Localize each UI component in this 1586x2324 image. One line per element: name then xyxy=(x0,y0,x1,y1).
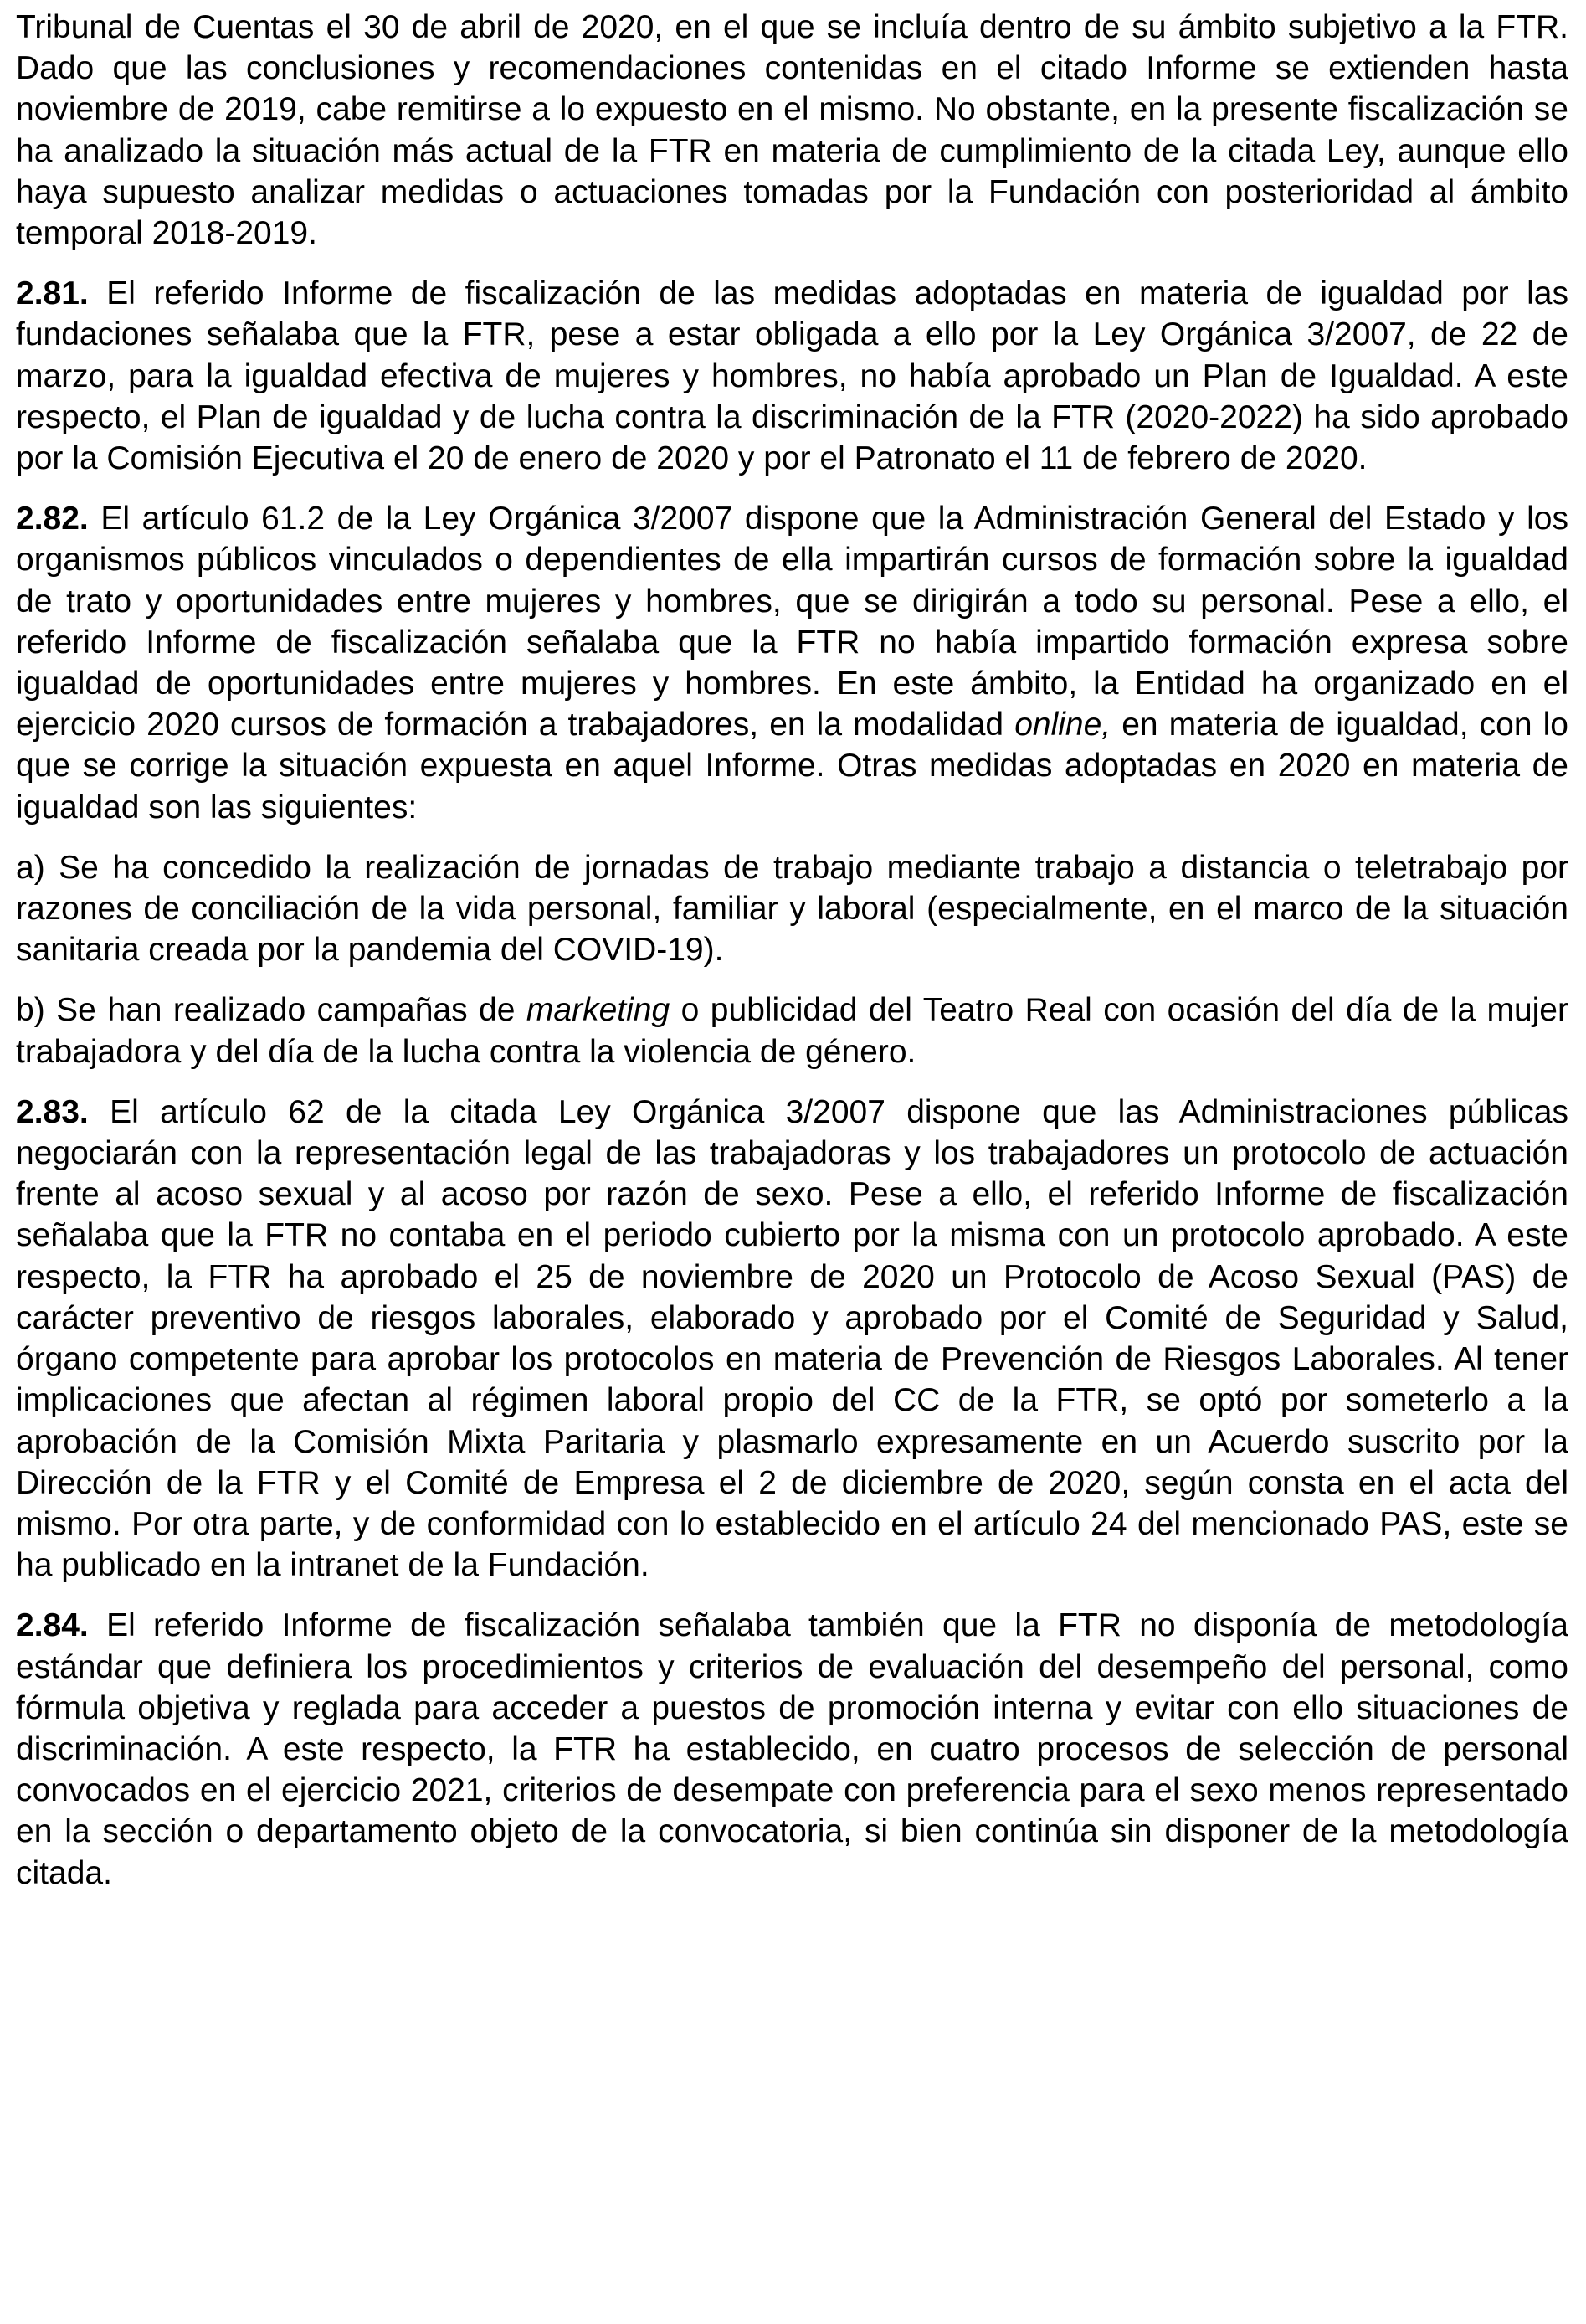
paragraph-text: El artículo 61.2 de la Ley Orgánica 3/2007 dispone que la Administración General del Estado y los organismos públicos vinculados o dependientes de ella impartirán cursos de formación sobre la igualdad de trato y oportunidades entre mujeres y hombres, que se dirigirán a todo su personal. Pese a ello, el referido Informe de fiscalización señalaba que la FTR no había impartido formación expresa sobre igualdad de oportunidades entre mujeres y hombres. En este ámbito, la Entidad ha organizado en el ejercicio 2020 cursos de formación a trabajadores, en la modalidad xyxy=(16,501,1568,743)
document-page xyxy=(16,7,1568,1894)
paragraph-number: 2.81. xyxy=(16,275,89,312)
list-item-a xyxy=(16,847,1568,971)
paragraph-2-81 xyxy=(16,273,1568,479)
paragraph-text-continued: en materia de igualdad, con lo que se corrige la situación expuesta en aquel Informe. Otras medidas adoptadas en 2020 en materia de igualdad son las siguientes: xyxy=(16,707,1568,825)
list-item-text: a) Se ha concedido la realización de jornadas de trabajo mediante trabajo a distancia o teletrabajo por razones de conciliación de la vida personal, familiar y laboral (especialmente, en el marco de la situación sanitaria creada por la pandemia del COVID-19). xyxy=(16,849,1568,969)
list-item-b xyxy=(16,990,1568,1072)
paragraph-number: 2.82. xyxy=(16,501,89,537)
paragraph-number: 2.84. xyxy=(16,1607,89,1644)
paragraph-text: El referido Informe de fiscalización señalaba también que la FTR no disponía de metodología estándar que definiera los procedimientos y criterios de evaluación del desempeño del personal, como fórmula objetiva y reglada para acceder a puestos de promoción interna y evitar con ello situaciones de discriminación. A este respecto, la FTR ha establecido, en cuatro procesos de selección de personal convocados en el ejercicio 2021, criterios de desempate con preferencia para el sexo menos representado en la sección o departamento objeto de la convocatoria, si bien continúa sin disponer de la metodología citada. xyxy=(16,1607,1568,1891)
list-item-text: b) Se han realizado campañas de xyxy=(16,992,516,1029)
paragraph-text: Tribunal de Cuentas el 30 de abril de 2020, en el que se incluía dentro de su ámbito subjetivo a la FTR. Dado que las conclusiones y recomendaciones contenidas en el citado Informe se extienden hasta noviembre de 2019, cabe remitirse a lo expuesto en el mismo. No obstante, en la presente fiscalización se ha analizado la situación más actual de la FTR en materia de cumplimiento de la citada Ley, aunque ello haya supuesto analizar medidas o actuaciones tomadas por la Fundación con posterioridad al ámbito temporal 2018-2019. xyxy=(16,9,1568,252)
paragraph-2-84 xyxy=(16,1605,1568,1893)
italic-term: online, xyxy=(1014,707,1111,743)
paragraph-2-82 xyxy=(16,498,1568,828)
list-item-text-continued: o publicidad del Teatro Real con ocasión del día de la mujer trabajadora y del día de la lucha contra la violencia de género. xyxy=(16,992,1568,1070)
paragraph-number: 2.83. xyxy=(16,1093,89,1130)
paragraph-2-83 xyxy=(16,1092,1568,1586)
paragraph-continuation xyxy=(16,7,1568,254)
paragraph-text: El artículo 62 de la citada Ley Orgánica 3/2007 dispone que las Administraciones públicas negociarán con la representación legal de las trabajadoras y los trabajadores un protocolo de actuación frente al acoso sexual y al acoso por razón de sexo. Pese a ello, el referido Informe de fiscalización señalaba que la FTR no contaba en el periodo cubierto por la misma con un protocolo aprobado. A este respecto, la FTR ha aprobado el 25 de noviembre de 2020 un Protocolo de Acoso Sexual (PAS) de carácter preventivo de riesgos laborales, elaborado y aprobado por el Comité de Seguridad y Salud, órgano competente para aprobar los protocolos en materia de Prevención de Riesgos Laborales. Al tener implicaciones que afectan al régimen laboral propio del CC de la FTR, se optó por someterlo a la aprobación de la Comisión Mixta Paritaria y plasmarlo expresamente en un Acuerdo suscrito por la Dirección de la FTR y el Comité de Empresa el 2 de diciembre de 2020, según consta en el acta del mismo. Por otra parte, y de conformidad con lo establecido en el artículo 24 del mencionado PAS, este se ha publicado en la intranet de la Fundación. xyxy=(16,1093,1568,1584)
italic-term: marketing xyxy=(526,992,670,1029)
paragraph-text: El referido Informe de fiscalización de las medidas adoptadas en materia de igualdad por las fundaciones señalaba que la FTR, pese a estar obligada a ello por la Ley Orgánica 3/2007, de 22 de marzo, para la igualdad efectiva de mujeres y hombres, no había aprobado un Plan de Igualdad. A este respecto, el Plan de igualdad y de lucha contra la discriminación de la FTR (2020-2022) ha sido aprobado por la Comisión Ejecutiva el 20 de enero de 2020 y por el Patronato el 11 de febrero de 2020. xyxy=(16,275,1568,477)
